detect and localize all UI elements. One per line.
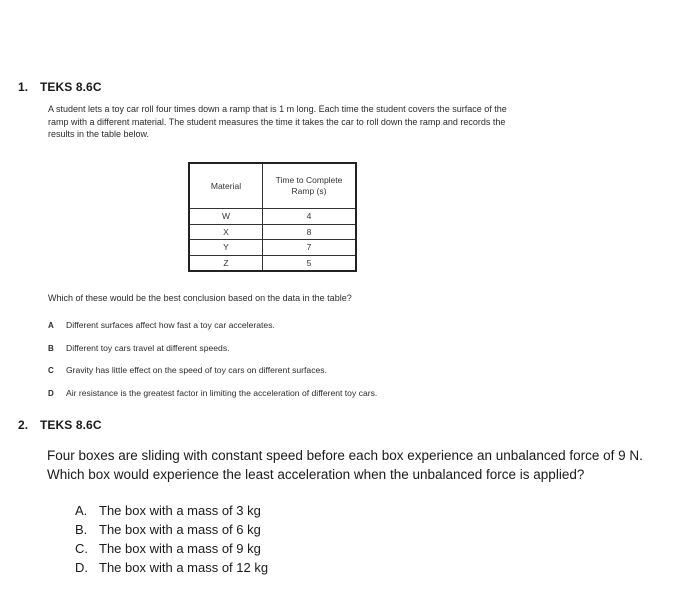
choice-letter: D [48,389,54,398]
table-row [189,255,356,271]
question-1-number: 1. [18,80,29,94]
question-2-header [18,418,102,432]
question-1-choice-c[interactable] [48,365,327,375]
table-row [189,224,356,240]
table-cell-material: Y [189,240,263,256]
choice-letter: B [48,344,54,353]
choice-letter: B. [75,522,88,537]
table-cell-time: 5 [263,255,357,271]
choice-text: Air resistance is the greatest factor in limiting the acceleration of different toy cars. [66,388,378,398]
question-2-stem: Four boxes are sliding with constant speed before each box experience an unbalanced force of 9 N. Which box would experience the least acceleration when the unbalanced force is applied? [47,448,643,482]
question-2-number: 2. [18,418,29,432]
choice-text: The box with a mass of 12 kg [99,560,269,575]
choice-text: The box with a mass of 9 kg [99,541,261,556]
choice-text: The box with a mass of 3 kg [99,503,261,518]
choice-text: The box with a mass of 6 kg [99,522,261,537]
question-2-choice-d[interactable] [75,560,268,575]
choice-text: Different surfaces affect how fast a toy car accelerates. [66,320,275,330]
table-cell-time: 8 [263,224,357,240]
choice-letter: A [48,321,54,330]
question-2-choice-a[interactable] [75,503,261,518]
choice-text: Gravity has little effect on the speed of toy cars on different surfaces. [66,365,327,375]
table-header-material: Material [189,163,263,209]
table-header-time [263,163,357,209]
choice-letter: C. [75,541,88,556]
table-cell-time: 4 [263,209,357,225]
table-cell-time: 7 [263,240,357,256]
question-1-choice-b[interactable] [48,343,230,353]
table-row [189,209,356,225]
table-header-time-text: Time to Complete Ramp (s) [275,175,343,196]
choice-text: Different toy cars travel at different speeds. [66,343,230,353]
question-1-prompt: Which of these would be the best conclusion based on the data in the table? [48,293,352,303]
results-table [188,162,357,272]
table-row [189,240,356,256]
question-2-label: TEKS 8.6C [40,418,102,432]
table-cell-material: W [189,209,263,225]
question-1-header [18,80,102,94]
question-2-choice-b[interactable] [75,522,261,537]
choice-letter: C [48,366,54,375]
question-1-choice-a[interactable] [48,320,275,330]
table-cell-material: Z [189,255,263,271]
question-2-choice-c[interactable] [75,541,261,556]
table-cell-material: X [189,224,263,240]
choice-letter: A. [75,503,88,518]
choice-letter: D. [75,560,88,575]
question-1-choice-d[interactable] [48,388,377,398]
question-1-label: TEKS 8.6C [40,80,102,94]
question-1-stem: A student lets a toy car roll four times down a ramp that is 1 m long. Each time the student covers the surface of the ramp with a different material. The student measures the time it takes the car to roll down the ramp and records the results in the table below. [48,104,507,139]
table-header-row [189,163,356,209]
